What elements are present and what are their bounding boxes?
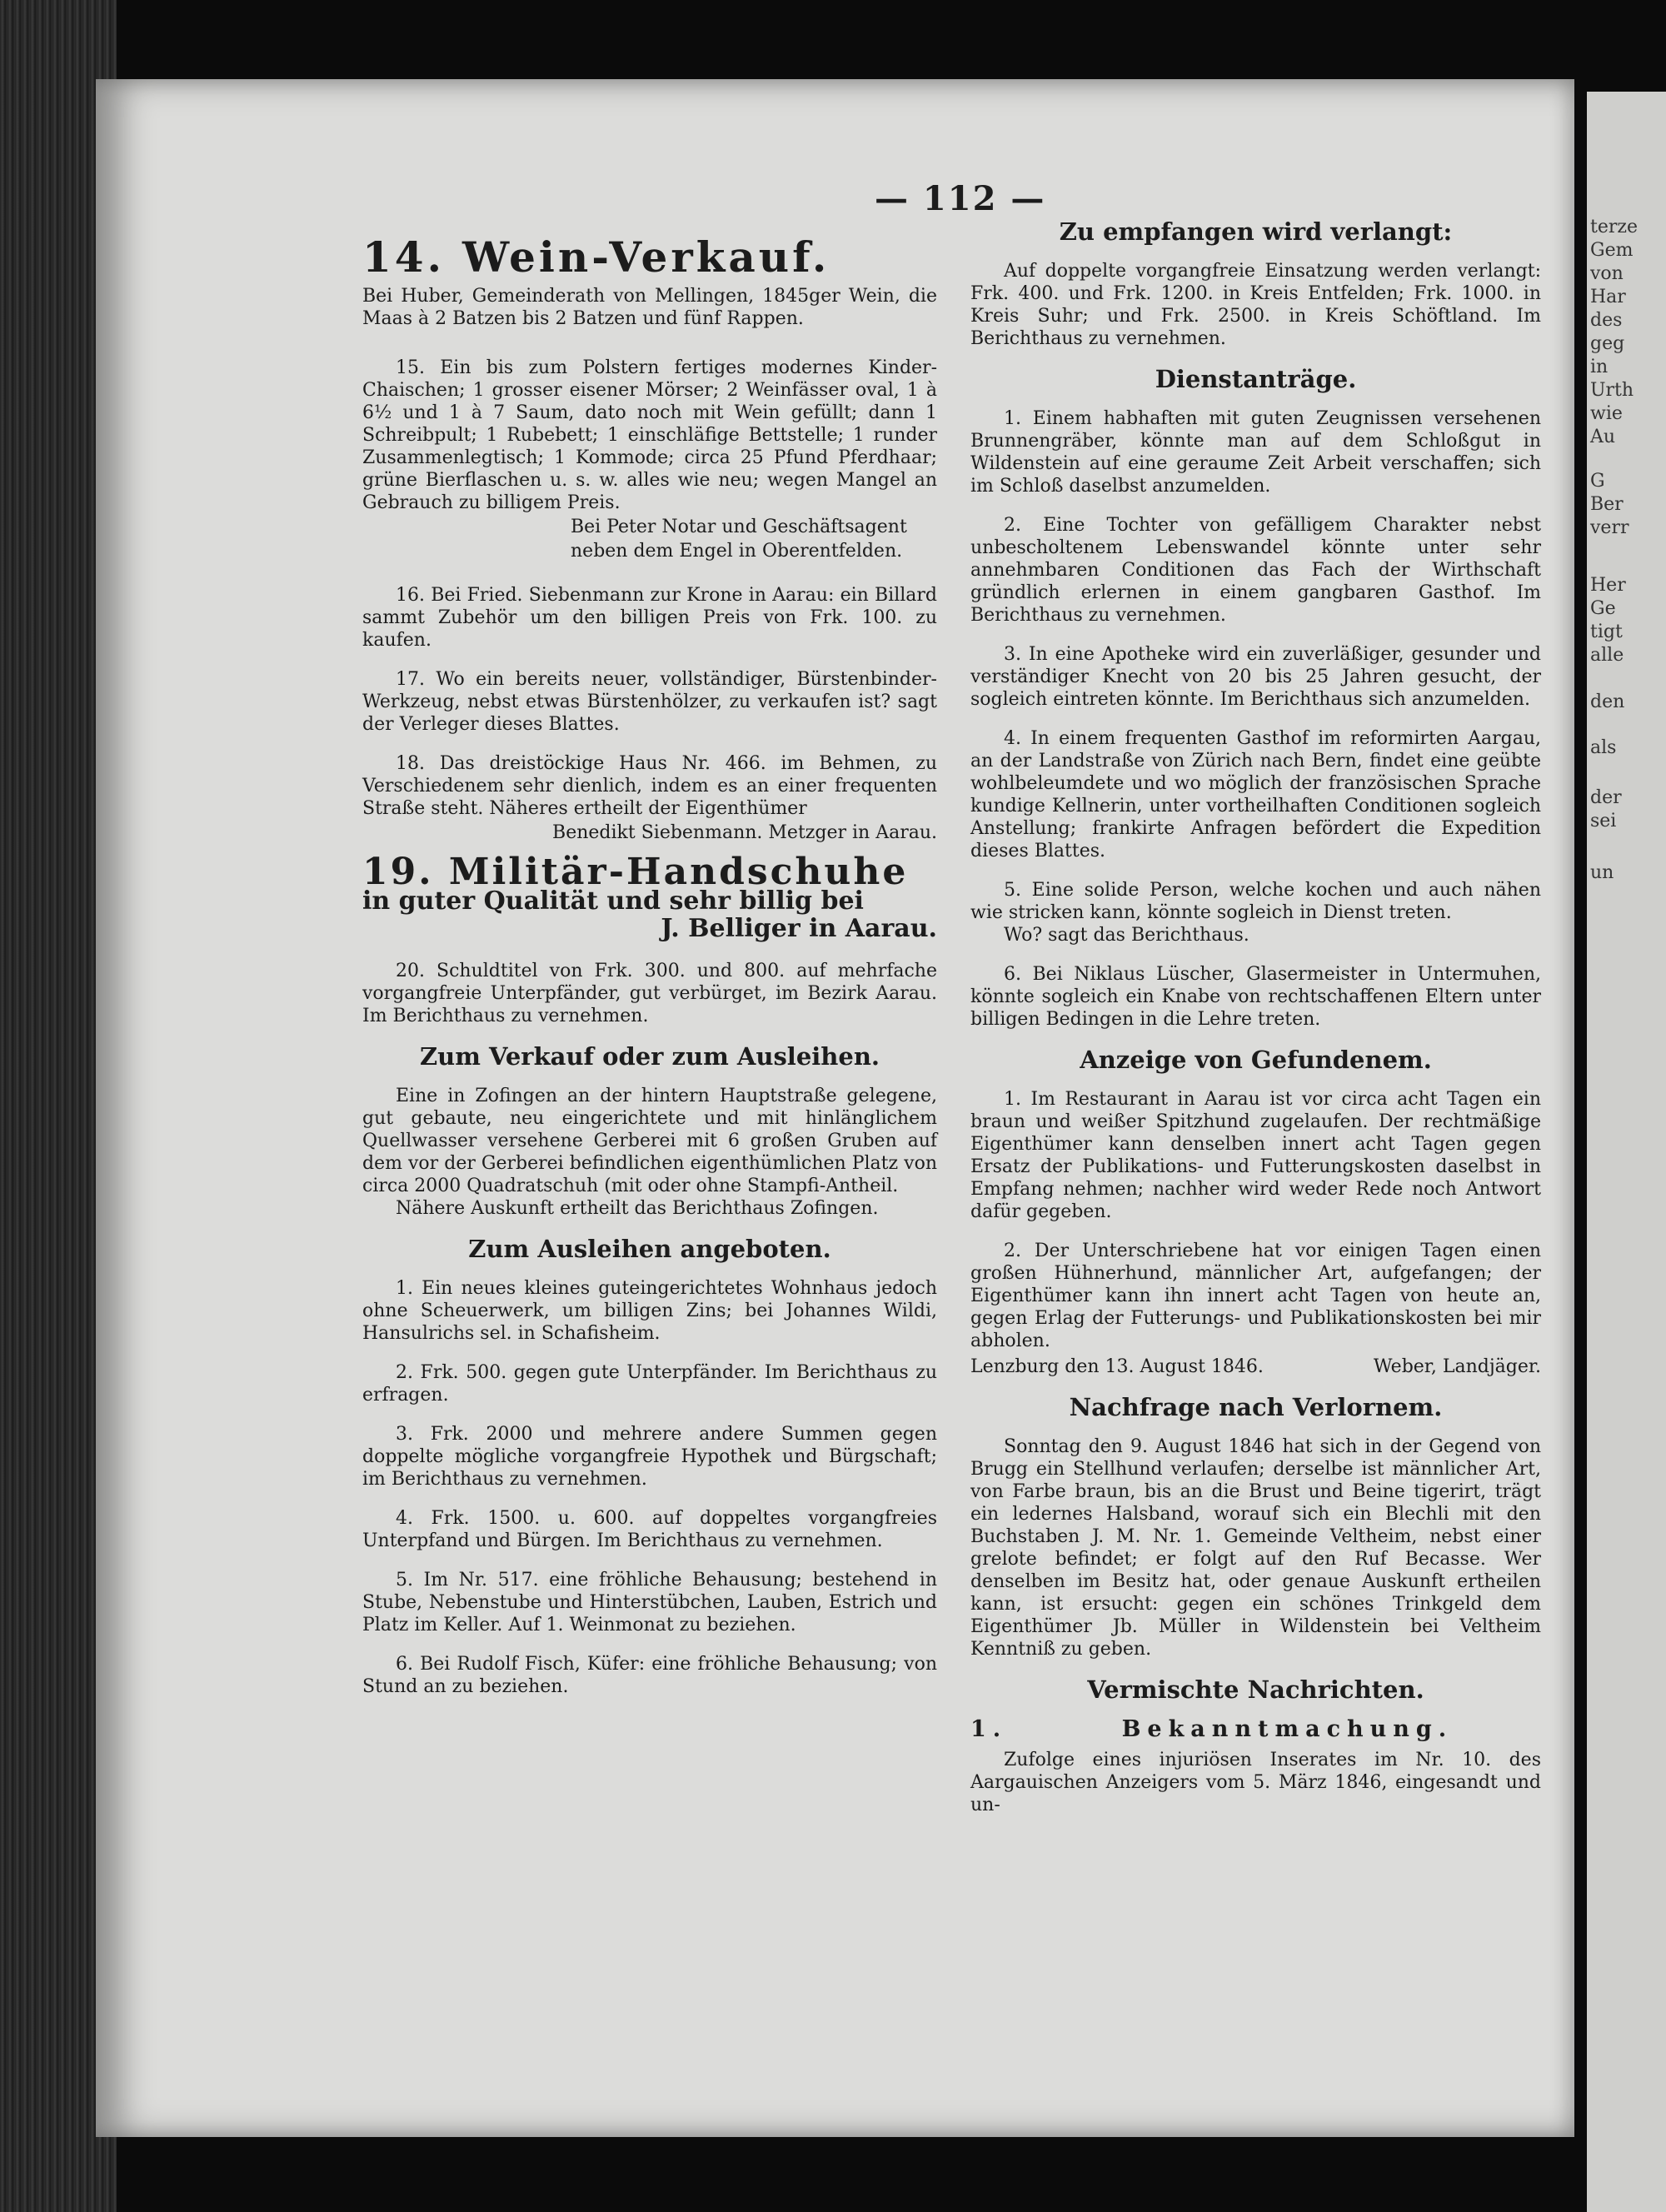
ad-paragraph: 5. Im Nr. 517. eine fröhliche Behausung; bestehend in Stube, Nebenstube und Hinterstübchen, Lauben, Estrich und Platz im Keller. Auf 1. Weinmonat zu beziehen. — [362, 1570, 937, 1635]
section-title-wein-verkauf — [362, 232, 937, 282]
section-heading: Zum Ausleihen angeboten. — [468, 1235, 831, 1263]
section-heading: Anzeige von Gefundenem. — [1080, 1046, 1432, 1074]
ad-paragraph: Zufolge eines injuriösen Inserates im Nr. 10. des Aargauischen Anzeigers vom 5. März 1846, eingesandt und un- — [970, 1750, 1541, 1815]
ad-paragraph: 6. Bei Rudolf Fisch, Küfer: eine fröhliche Behausung; von Stund an zu beziehen. — [362, 1654, 937, 1697]
ad-paragraph: Eine in Zofingen an der hintern Hauptstraße gelegene, gut gebaute, neu eingerichtete und mit hinlänglichem Quellwasser versehene Gerberei mit 6 großen Gruben auf dem vor der Gerberei befindlichen eigenthümlichen Platz von circa 2000 Quadratschuh (mit oder ohne Stampfi-Antheil. — [362, 1086, 937, 1196]
ad-signature: Weber, Landjäger. — [1373, 1356, 1541, 1377]
fragment-text: Gem — [1590, 240, 1634, 261]
ad-paragraph: Wo? sagt das Berichthaus. — [1004, 925, 1250, 946]
ad-paragraph: 18. Das dreistöckige Haus Nr. 466. im Behmen, zu Verschiedenem sehr dienlich, indem es an einer frequenten Straße steht. Näheres ertheilt der Eigenthümer — [362, 753, 937, 819]
fragment-text: Ge — [1590, 598, 1616, 619]
ad-paragraph: 1. Einem habhaften mit guten Zeugnissen versehenen Brunnengräber, könnte man auf dem Schloßgut in Wildenstein auf eine geraume Zeit Arbeit verschaffen; sich im Schloß daselbst anzumelden. — [970, 408, 1541, 497]
ad-paragraph: 2. Der Unterschriebene hat vor einigen Tagen einen großen Hühnerhund, männlicher Art, aufgefangen; der Eigenthümer kann ihn innert acht Tagen von heute an, gegen Erlag der Futterungs- und Publikationskosten bei mir abholen. — [970, 1241, 1541, 1351]
section-heading: Zu empfangen wird verlangt: — [1059, 217, 1453, 246]
ad-paragraph: Nähere Auskunft ertheilt das Berichthaus Zofingen. — [396, 1198, 879, 1219]
next-page-edge — [1587, 92, 1666, 2212]
fragment-text: des — [1590, 310, 1623, 331]
ad-signature-line — [970, 1356, 1541, 1378]
ad-signature: neben dem Engel in Oberentfelden. — [571, 541, 903, 562]
ad-paragraph: 17. Wo ein bereits neuer, vollständiger, Bürstenbinder-Werkzeug, nebst etwas Bürstenhölzer, zu verkaufen ist? sagt der Verleger dieses Blattes. — [362, 669, 937, 735]
fragment-text: wie — [1590, 403, 1623, 424]
fragment-text: G — [1590, 471, 1605, 492]
ad-subline: in guter Qualität und sehr billig bei — [362, 886, 864, 916]
ad-paragraph: 6. Bei Niklaus Lüscher, Glasermeister in Untermuhen, könnte sogleich ein Knabe von rechtschaffenen Eltern unter billigen Bedingen in die Lehre treten. — [970, 964, 1541, 1030]
fragment-text: von — [1590, 263, 1624, 284]
notice-title-text: Bekanntmachung. — [1121, 1716, 1454, 1742]
fragment-text: Urth — [1590, 380, 1634, 401]
fragment-text: den — [1590, 692, 1625, 712]
ad-paragraph: 20. Schuldtitel von Frk. 300. und 800. auf mehrfache vorgangfreie Unterpfänder, gut verbürget, im Bezirk Aarau. Im Berichthaus zu vernehmen. — [362, 961, 937, 1026]
page-number: — 112 — — [875, 179, 1046, 218]
fragment-text: als — [1590, 737, 1617, 758]
ad-paragraph: 2. Frk. 500. gegen gute Unterpfänder. Im Berichthaus zu erfragen. — [362, 1362, 937, 1406]
ad-paragraph: 1. Im Restaurant in Aarau ist vor circa acht Tagen ein braun und weißer Spitzhund zugelaufen. Der rechtmäßige Eigenthümer kann denselben innert acht Tagen gegen Ersatz der Publikations- und Futterungskosten daselbst in Empfang nehmen; nachher wird weder Rede noch Antwort dafür gegeben. — [970, 1089, 1541, 1222]
fragment-text: tigt — [1590, 622, 1623, 642]
left-column — [362, 221, 937, 1715]
section-heading: Dienstanträge. — [1155, 365, 1357, 393]
ad-paragraph: 3. In eine Apotheke wird ein zuverläßiger, gesunder und verständiger Knecht von 20 bis 25 Jahren gesucht, der sogleich eintreten könnte. Im Berichthaus sich anzumelden. — [970, 644, 1541, 710]
fragment-text: verr — [1590, 517, 1629, 538]
section-title-text: Wein-Verkauf. — [462, 232, 831, 282]
ad-paragraph: 15. Ein bis zum Polstern fertiges modernes Kinder-Chaischen; 1 grosser eisener Mörser; 2 Weinfässer oval, 1 à 6½ und 1 à 7 Saum, dato noch mit Wein gefüllt; dann 1 Schreibpult; 1 Rubebett; 1 einschläfige Bettstelle; 1 runder Zusammenlegtisch; 1 Kommode; circa 25 Pfund Pferdhaar; grüne Bierflaschen u. s. w. alles wie neu; wegen Mangel an Gebrauch zu billigem Preis. — [362, 357, 937, 513]
fragment-text: Ber — [1590, 494, 1624, 515]
ad-paragraph: 3. Frk. 2000 und mehrere andere Summen gegen doppelte mögliche vorgangfreie Hypothek und Bürgschaft; im Berichthaus zu vernehmen. — [362, 1424, 937, 1490]
fragment-text: in — [1590, 357, 1609, 377]
ad-paragraph: Auf doppelte vorgangfreie Einsatzung werden verlangt: Frk. 400. und Frk. 1200. in Kreis Entfelden; Frk. 1000. in Kreis Suhr; und Frk. 2500. in Kreis Schöftland. Im Berichthaus zu vernehmen. — [970, 261, 1541, 349]
fragment-text: der — [1590, 787, 1622, 808]
ad-paragraph: 4. Frk. 1500. u. 600. auf doppeltes vorgangfreies Unterpfand und Bürgen. Im Berichthaus zu vernehmen. — [362, 1508, 937, 1551]
fragment-text: Au — [1590, 427, 1616, 447]
ad-signature: Benedikt Siebenmann. Metzger in Aarau. — [552, 822, 937, 843]
section-number: 14. — [362, 232, 445, 282]
fragment-text: terze — [1590, 217, 1638, 237]
fragment-text: Her — [1590, 575, 1626, 596]
ad-signature: Bei Peter Notar und Geschäftsagent — [571, 517, 907, 537]
ad-signature: J. Belliger in Aarau. — [661, 914, 937, 943]
fragment-text: un — [1590, 862, 1614, 883]
ad-paragraph: 4. In einem frequenten Gasthof im reformirten Aargau, an der Landstraße von Zürich nach Bern, findet eine geübte wohlbeleumdete und wo möglich der französischen Sprache kundige Kellnerin, unter vortheilhaften Conditionen sogleich Anstellung; frankirte Anfragen befördert die Expedition dieses Blattes. — [970, 728, 1541, 861]
ad-paragraph: Bei Huber, Gemeinderath von Mellingen, 1845ger Wein, die Maas à 2 Batzen bis 2 Batzen und fünf Rappen. — [362, 286, 937, 329]
section-heading: Vermischte Nachrichten. — [1087, 1675, 1424, 1704]
section-heading: Nachfrage nach Verlornem. — [1069, 1393, 1443, 1421]
ad-paragraph: Sonntag den 9. August 1846 hat sich in der Gegend von Brugg ein Stellhund verlaufen; derselbe ist männlicher Art, von Farbe braun, bis an die Brust und Beine tigerirt, trägt ein ledernes Halsband, worauf sich ein Blechli mit den Buchstaben J. M. Nr. 1. Gemeinde Veltheim, nebst einer grelote befindet; er folgt auf den Ruf Becasse. Wer denselben im Besitz hat, oder genaue Auskunft ertheilen kann, ist ersucht: gegen ein schönes Trinkgeld dem Eigenthümer Jb. Müller in Wildenstein bei Veltheim Kenntniß zu geben. — [970, 1436, 1541, 1660]
fragment-text: Har — [1590, 287, 1626, 307]
right-column — [970, 217, 1541, 1833]
fragment-text: sei — [1590, 811, 1617, 831]
section-title-militaer-handschuhe: 19. Militär-Handschuhe — [362, 851, 909, 893]
ad-paragraph: 1. Ein neues kleines guteingerichtetes Wohnhaus jedoch ohne Scheuerwerk, um billigen Zins; bei Johannes Wildi, Hansulrichs sel. in Schafisheim. — [362, 1278, 937, 1344]
fragment-text: geg — [1590, 333, 1625, 354]
notice-number: 1. — [970, 1716, 1008, 1742]
fragment-text: alle — [1590, 645, 1624, 666]
ad-place-date: Lenzburg den 13. August 1846. — [970, 1356, 1264, 1377]
notice-title — [970, 1718, 1541, 1740]
section-heading: Zum Verkauf oder zum Ausleihen. — [419, 1042, 880, 1071]
ad-paragraph: 5. Eine solide Person, welche kochen und auch nähen wie stricken kann, könnte sogleich in Dienst treten. — [970, 880, 1541, 923]
ad-paragraph: 16. Bei Fried. Siebenmann zur Krone in Aarau: ein Billard sammt Zubehör um den billigen Preis von Frk. 100. zu kaufen. — [362, 585, 937, 651]
ad-paragraph: 2. Eine Tochter von gefälligem Charakter nebst unbescholtenem Lebenswandel könnte unter sehr annehmbaren Conditionen das Fach der Wirthschaft gründlich erlernen in einem gangbaren Gasthof. Im Berichthaus zu vernehmen. — [970, 515, 1541, 626]
